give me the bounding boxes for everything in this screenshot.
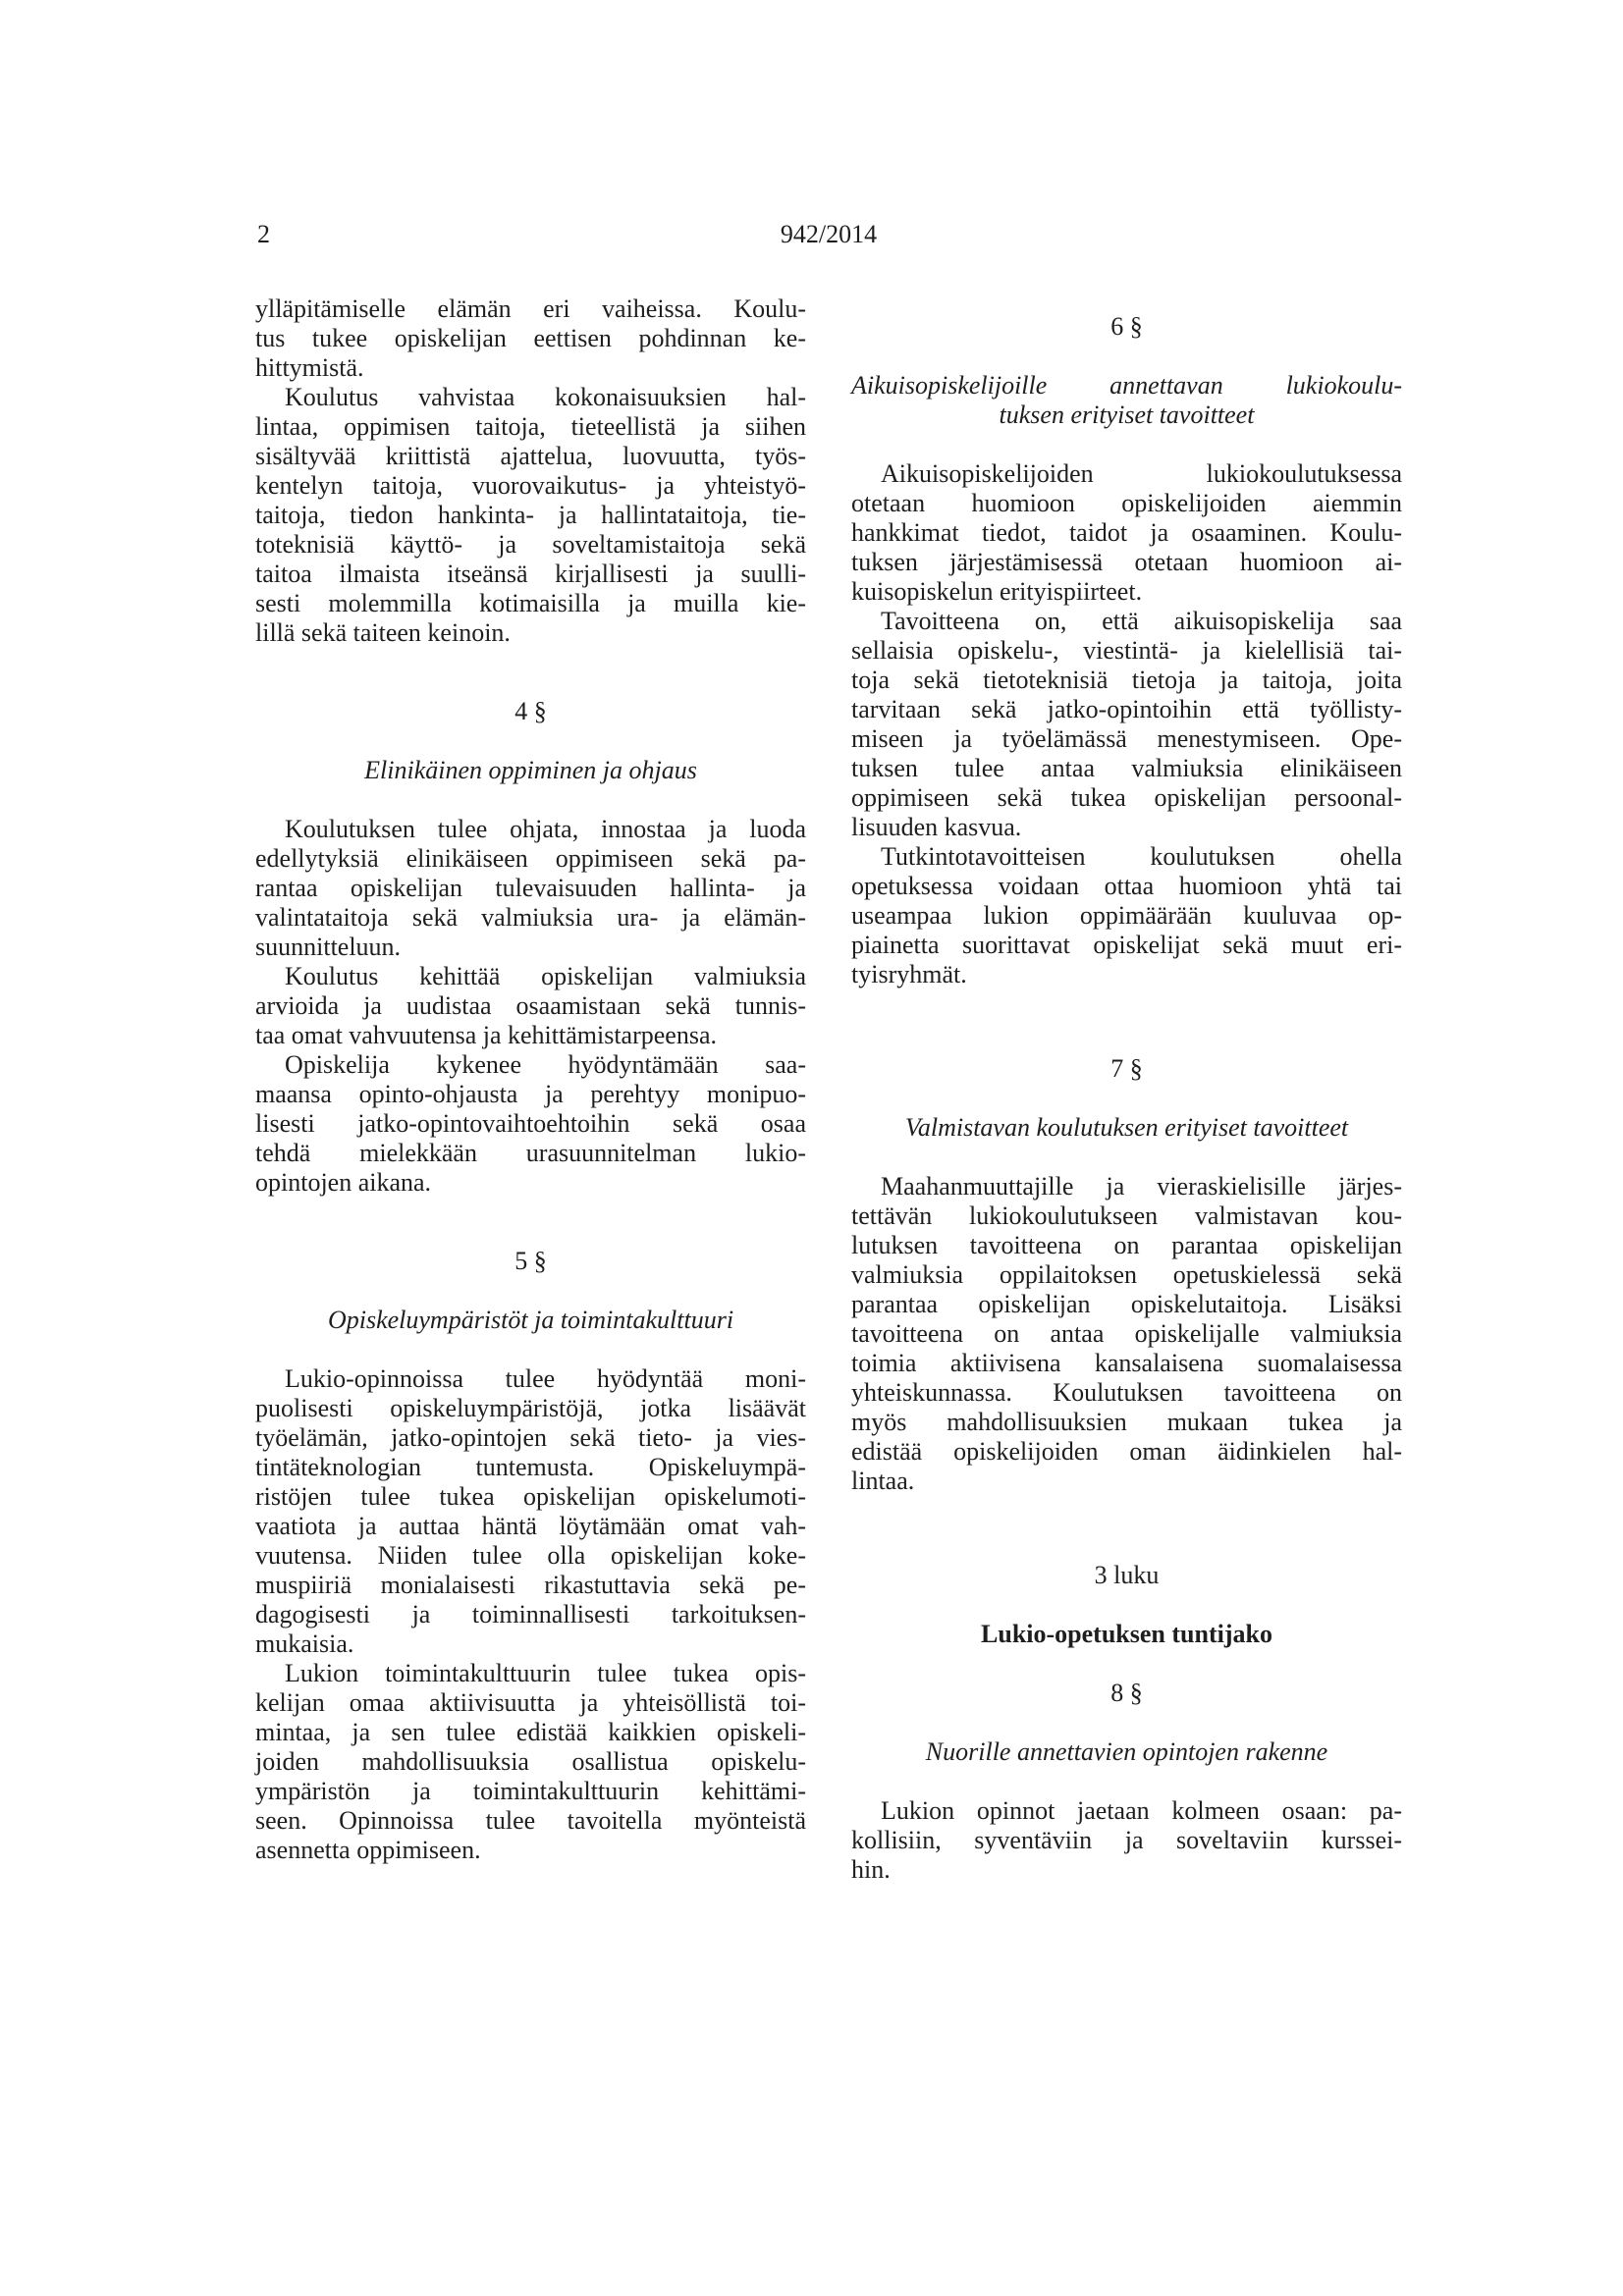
chapter-heading: 3 luku [1094, 1561, 1160, 1589]
text-line: tettävän lukiokoulutukseen valmistavan kou- [851, 1201, 1402, 1230]
title-line: Valmistavan koulutuksen erityiset tavoitteet [904, 1113, 1349, 1142]
page-header [255, 220, 1402, 249]
text-line: ympäristön ja toimintakulttuurin kehittämi- [255, 1777, 806, 1805]
text-line: lisuuden kasvua. [851, 813, 1022, 841]
text-line: lintaa, oppimisen taitoja, tieteellistä ja siihen [255, 412, 806, 441]
text-line: vaatiota ja auttaa häntä löytämään omat vah- [255, 1512, 806, 1540]
text-line: valmiuksia oppilaitoksen opetuskielessä sekä [851, 1260, 1402, 1289]
text-line: sesti molemmilla kotimaisilla ja muilla kie- [255, 589, 806, 617]
paragraph [851, 607, 1402, 842]
text-line: opintojen aikana. [255, 1168, 432, 1197]
text-line: hin. [851, 1855, 891, 1884]
section-number-heading: 7 § [1110, 1054, 1143, 1083]
paragraph [851, 1796, 1402, 1885]
paragraph [255, 383, 806, 648]
text-columns [255, 294, 1402, 1885]
text-line: Tavoitteena on, että aikuisopiskelija saa [881, 607, 1402, 635]
text-line: kelijan omaa aktiivisuutta ja yhteisöllistä toi- [255, 1688, 806, 1717]
paragraph [851, 842, 1402, 989]
document-number: 942/2014 [780, 220, 878, 248]
text-line: Opiskelija kykenee hyödyntämään saa- [285, 1050, 806, 1079]
text-line: toteknisiä käyttö- ja soveltamistaitoja sekä [255, 530, 806, 559]
text-line: mintaa, ja sen tulee edistää kaikkien opiskeli- [255, 1718, 806, 1746]
text-line: vuutensa. Niiden tulee olla opiskelijan koke- [255, 1541, 806, 1570]
title-line: tuksen erityiset tavoitteet [999, 400, 1255, 429]
text-line: tuksen järjestämisessä otetaan huomioon ai- [851, 548, 1402, 576]
title-line: Opiskeluympäristöt ja toimintakulttuuri [327, 1306, 734, 1334]
text-line: useampaa lukion oppimäärään kuuluvaa op- [851, 901, 1402, 930]
text-line: mukaisia. [255, 1629, 354, 1658]
text-line: asennetta oppimiseen. [255, 1836, 481, 1864]
text-line: lillä sekä taiteen keinoin. [255, 618, 511, 647]
text-line: Lukio-opinnoissa tulee hyödyntää moni- [285, 1364, 806, 1393]
text-line: toimia aktiivisena kansalaisena suomalaisessa [851, 1349, 1402, 1377]
text-line: rantaa opiskelijan tulevaisuuden hallinta- ja [255, 874, 806, 902]
text-line: tus tukee opiskelijan eettisen pohdinnan ke- [255, 324, 806, 352]
section-number-heading: 8 § [1110, 1679, 1143, 1707]
text-line: joiden mahdollisuuksia osallistua opiskelu- [255, 1747, 806, 1776]
title-line: Nuorille annettavien opintojen rakenne [925, 1737, 1328, 1766]
text-line: dagogisesti ja toiminnallisesti tarkoituksen- [255, 1600, 806, 1629]
text-line: lisesti jatko-opintovaihtoehtoihin sekä osaa [255, 1109, 806, 1138]
text-line: Lukion toimintakulttuurin tulee tukea opis- [285, 1659, 806, 1687]
page-number: 2 [257, 220, 270, 248]
text-line: Maahanmuuttajille ja vieraskielisille järjes- [881, 1172, 1402, 1201]
text-line: ristöjen tulee tukea opiskelijan opiskelumoti- [255, 1482, 806, 1511]
text-line: muspiiriä monialaisesti rikastuttavia sekä pe- [255, 1571, 806, 1599]
text-line: opetuksessa voidaan ottaa huomioon yhtä tai [851, 872, 1402, 900]
text-line: tavoitteena on antaa opiskelijalle valmiuksia [851, 1319, 1402, 1348]
text-line: työelämän, jatko-opintojen sekä tieto- ja vies- [255, 1423, 806, 1452]
text-line: tyisryhmät. [851, 960, 967, 988]
paragraph [255, 294, 806, 383]
section-title [851, 1737, 1402, 1767]
paragraph [255, 1364, 806, 1659]
text-line: arvioida ja uudistaa osaamistaan sekä tunnis- [255, 991, 806, 1020]
section-title [255, 1306, 806, 1335]
text-line: lutuksen tavoitteena on parantaa opiskelijan [851, 1231, 1402, 1259]
text-line: hittymistä. [255, 353, 364, 382]
chapter-title [851, 1620, 1402, 1649]
title-line: Aikuisopiskelijoille annettavan lukiokoulu- [851, 371, 1402, 400]
text-line: sisältyvää kriittistä ajattelua, luovuutta, työs- [255, 442, 806, 470]
text-line: taitoja, tiedon hankinta- ja hallintataitoja, tie- [255, 501, 806, 529]
section-number-heading: 4 § [514, 697, 547, 725]
text-line: seen. Opinnoissa tulee tavoitella myönteistä [255, 1806, 806, 1835]
text-line: ylläpitämiselle elämän eri vaiheissa. Koulu- [255, 294, 806, 323]
paragraph [255, 1659, 806, 1865]
text-line: sellaisia opiskelu-, viestintä- ja kielellisiä tai- [851, 636, 1402, 665]
text-line: Koulutuksen tulee ohjata, innostaa ja luoda [285, 815, 806, 843]
text-line: kuisopiskelun erityispiirteet. [851, 577, 1143, 606]
text-line: Aikuisopiskelijoiden lukiokoulutuksessa [881, 459, 1402, 488]
text-line: otetaan huomioon opiskelijoiden aiemmin [851, 489, 1402, 517]
text-line: Lukion opinnot jaetaan kolmeen osaan: pa- [881, 1796, 1402, 1825]
text-line: hankkimat tiedot, taidot ja osaaminen. Koulu- [851, 518, 1402, 547]
text-line: yhteiskunnassa. Koulutuksen tavoitteena on [851, 1378, 1402, 1407]
paragraph [851, 459, 1402, 607]
section-title [851, 1113, 1402, 1143]
text-line: tehdä mielekkään urasuunnitelman lukio- [255, 1139, 806, 1167]
text-line: Tutkintotavoitteisen koulutuksen ohella [881, 842, 1402, 871]
title-line: Elinikäinen oppiminen ja ohjaus [364, 756, 697, 784]
text-line: puolisesti opiskeluympäristöjä, jotka lisäävät [255, 1394, 806, 1422]
right-column [851, 294, 1402, 1885]
title-line: Lukio-opetuksen tuntijako [981, 1620, 1272, 1648]
text-line: kentelyn taitoja, vuorovaikutus- ja yhteistyö- [255, 471, 806, 500]
left-column [255, 294, 806, 1865]
section-title [851, 371, 1402, 430]
text-line: myös mahdollisuuksien mukaan tukea ja [851, 1408, 1402, 1436]
text-line: miseen ja työelämässä menestymiseen. Ope- [851, 724, 1402, 753]
text-line: Koulutus kehittää opiskelijan valmiuksia [285, 962, 806, 990]
text-line: lintaa. [851, 1467, 915, 1495]
text-line: taa omat vahvuutensa ja kehittämistarpeensa. [255, 1021, 717, 1049]
text-line: maansa opinto-ohjausta ja perehtyy monipuo- [255, 1080, 806, 1108]
text-line: taitoa ilmaista itseänsä kirjallisesti ja suulli- [255, 560, 806, 588]
text-line: tintäteknologian tuntemusta. Opiskeluympä- [255, 1453, 806, 1481]
paragraph [851, 1172, 1402, 1496]
section-title [255, 756, 806, 785]
text-line: edellytyksiä elinikäiseen oppimiseen sekä pa- [255, 844, 806, 873]
text-line: oppimiseen sekä tukea opiskelijan persoonal- [851, 783, 1402, 812]
paragraph [255, 1050, 806, 1198]
text-line: toja sekä tietoteknisiä tietoja ja taitoja, joita [851, 666, 1402, 694]
section-number-heading: 5 § [514, 1247, 547, 1275]
text-line: Koulutus vahvistaa kokonaisuuksien hal- [285, 383, 806, 411]
paragraph [255, 962, 806, 1050]
paragraph [255, 815, 806, 962]
text-line: valintataitoja sekä valmiuksia ura- ja elämän- [255, 903, 806, 932]
text-line: kollisiin, syventäviin ja soveltaviin kurssei- [851, 1826, 1402, 1854]
text-line: tuksen tulee antaa valmiuksia elinikäiseen [851, 754, 1402, 782]
text-line: tarvitaan sekä jatko-opintoihin että työllisty- [851, 695, 1402, 723]
section-number-heading: 6 § [1110, 312, 1143, 341]
text-line: parantaa opiskelijan opiskelutaitoja. Lisäksi [851, 1290, 1402, 1318]
text-line: piainetta suorittavat opiskelijat sekä muut eri- [851, 931, 1402, 959]
text-line: suunnitteluun. [255, 933, 402, 961]
text-line: edistää opiskelijoiden oman äidinkielen hal- [851, 1437, 1402, 1466]
